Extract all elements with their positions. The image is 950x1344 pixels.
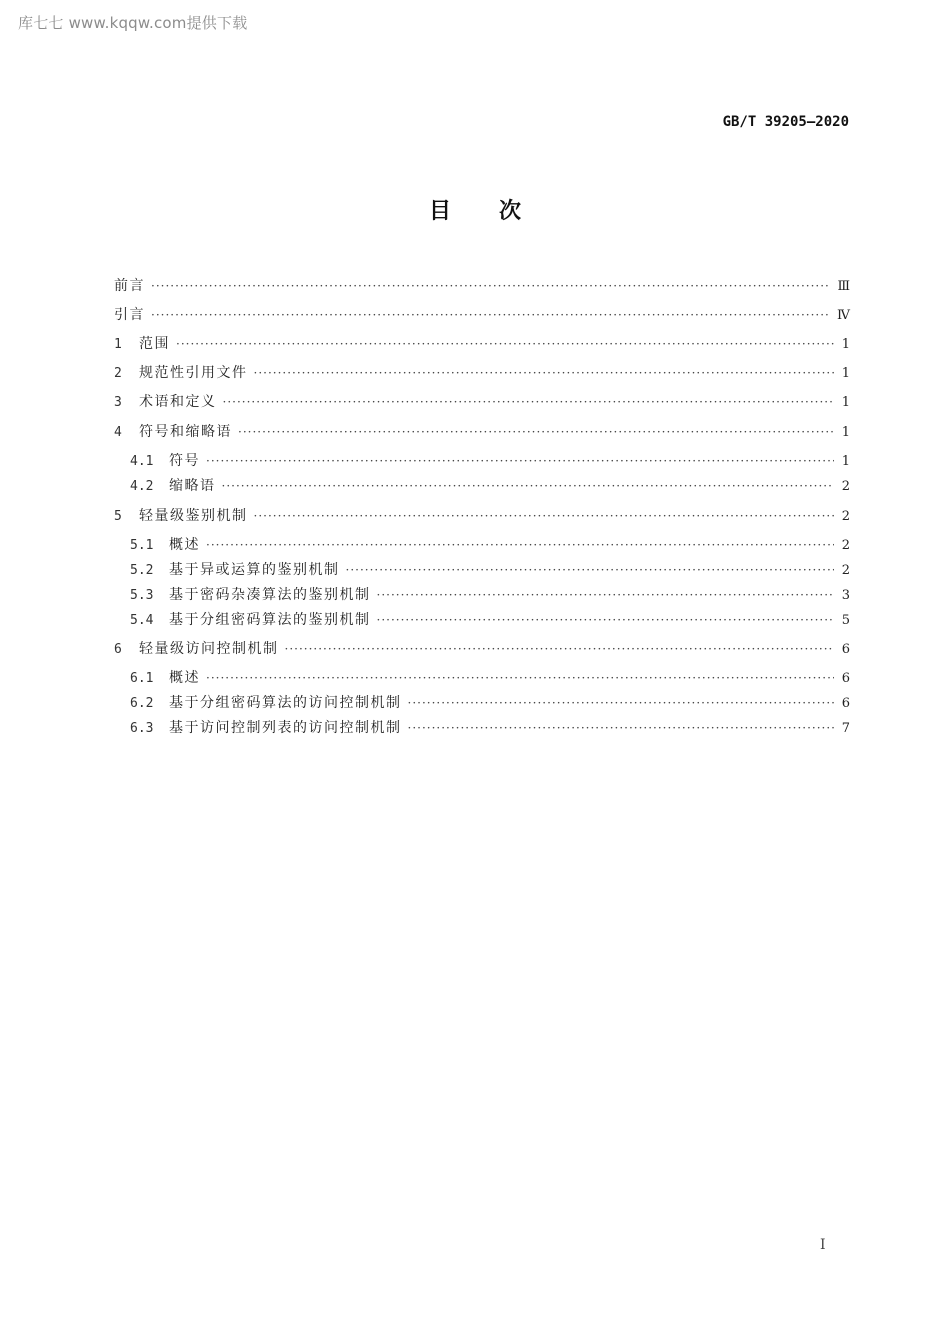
toc-entry-foreword[interactable]	[114, 275, 850, 295]
toc-page-number: Ⅳ	[837, 308, 850, 323]
toc-entry-1[interactable]	[114, 333, 850, 353]
toc-entry-number: 1	[114, 337, 122, 352]
toc-page-number: 6	[841, 642, 850, 657]
toc-leader-dots	[206, 454, 834, 468]
toc-page-number: 6	[841, 671, 850, 686]
toc-entry-5-2[interactable]	[130, 559, 850, 579]
toc-entry-title: 引言	[114, 307, 145, 323]
toc-leader-dots	[377, 588, 835, 602]
toc-entry-5-4[interactable]	[130, 609, 850, 629]
toc-leader-dots	[151, 279, 831, 293]
toc-leader-dots	[254, 509, 835, 523]
toc-leader-dots	[223, 395, 835, 409]
toc-entry-title: 前言	[114, 278, 145, 294]
standard-code: GB/T 39205—2020	[722, 114, 849, 130]
toc-entry-number: 5	[114, 509, 122, 524]
toc-entry-title: 轻量级鉴别机制	[139, 508, 248, 524]
toc-leader-dots	[408, 721, 835, 735]
toc-entry-number: 4.2	[130, 479, 154, 494]
toc-page-number: 1	[841, 366, 850, 381]
toc-leader-dots	[285, 642, 835, 656]
toc-entry-number: 6.2	[130, 696, 154, 711]
toc-entry-number: 5.2	[130, 563, 154, 578]
toc-entry-number: 5.1	[130, 538, 154, 553]
toc-entry-title: 基于异或运算的鉴别机制	[169, 562, 340, 578]
toc-page-number: 1	[841, 337, 850, 352]
toc-page-number: 6	[841, 696, 850, 711]
toc-leader-dots	[408, 696, 835, 710]
toc-entry-number: 4	[114, 425, 122, 440]
watermark-text: 库七七 www.kqqw.com提供下载	[18, 14, 248, 32]
toc-entry-4-1[interactable]	[130, 450, 850, 470]
toc-page-number: 3	[841, 588, 850, 603]
toc-leader-dots	[238, 425, 834, 439]
toc-entry-title: 术语和定义	[139, 394, 217, 410]
toc-page-number: 1	[841, 395, 850, 410]
toc-page-number: 2	[841, 509, 850, 524]
toc-entry-4-2[interactable]	[130, 475, 850, 495]
toc-entry-number: 6.1	[130, 671, 154, 686]
toc-entry-title: 基于分组密码算法的鉴别机制	[169, 612, 371, 628]
toc-entry-title: 基于密码杂凑算法的鉴别机制	[169, 587, 371, 603]
toc-entry-5-3[interactable]	[130, 584, 850, 604]
toc-leader-dots	[151, 308, 831, 322]
toc-leader-dots	[206, 538, 834, 552]
toc-entry-introduction[interactable]	[114, 304, 850, 324]
toc-entry-5-1[interactable]	[130, 534, 850, 554]
toc-entry-number: 4.1	[130, 454, 154, 469]
toc-page-number: 1	[841, 454, 850, 469]
toc-leader-dots	[206, 671, 834, 685]
toc-entry-4[interactable]	[114, 421, 850, 441]
toc-page-number: 7	[841, 721, 850, 736]
toc-entry-title: 轻量级访问控制机制	[139, 641, 279, 657]
toc-entry-2[interactable]	[114, 362, 850, 382]
toc-leader-dots	[176, 337, 834, 351]
toc-entry-number: 2	[114, 366, 122, 381]
toc-entry-title: 符号和缩略语	[139, 424, 232, 440]
page-folio: I	[820, 1237, 826, 1253]
toc-entry-title: 概述	[169, 670, 200, 686]
toc-leader-dots	[346, 563, 835, 577]
toc-entry-5[interactable]	[114, 505, 850, 525]
toc-page-number: 2	[841, 479, 850, 494]
toc-entry-title: 规范性引用文件	[139, 365, 248, 381]
toc-entry-number: 6	[114, 642, 122, 657]
toc-page-number: 5	[841, 613, 850, 628]
toc-entry-title: 符号	[169, 453, 200, 469]
toc-entry-title: 范围	[139, 336, 170, 352]
toc-leader-dots	[222, 479, 835, 493]
toc-leader-dots	[377, 613, 835, 627]
toc-page-number: 2	[841, 563, 850, 578]
toc-entry-6-2[interactable]	[130, 692, 850, 712]
toc-entry-title: 缩略语	[169, 478, 216, 494]
toc-entry-number: 6.3	[130, 721, 154, 736]
toc-title: 目次	[428, 199, 569, 224]
toc-entry-3[interactable]	[114, 391, 850, 411]
toc-entry-title: 基于分组密码算法的访问控制机制	[169, 695, 402, 711]
toc-entry-number: 3	[114, 395, 122, 410]
toc-page-number: 2	[841, 538, 850, 553]
toc-entry-number: 5.4	[130, 613, 154, 628]
table-of-contents	[114, 0, 850, 800]
toc-page-number: 1	[841, 425, 850, 440]
toc-entry-title: 概述	[169, 537, 200, 553]
toc-entry-6[interactable]	[114, 638, 850, 658]
toc-leader-dots	[254, 366, 835, 380]
toc-entry-6-1[interactable]	[130, 667, 850, 687]
toc-entry-title: 基于访问控制列表的访问控制机制	[169, 720, 402, 736]
toc-entry-number: 5.3	[130, 588, 154, 603]
toc-page-number: Ⅲ	[837, 279, 850, 294]
toc-entry-6-3[interactable]	[130, 717, 850, 737]
